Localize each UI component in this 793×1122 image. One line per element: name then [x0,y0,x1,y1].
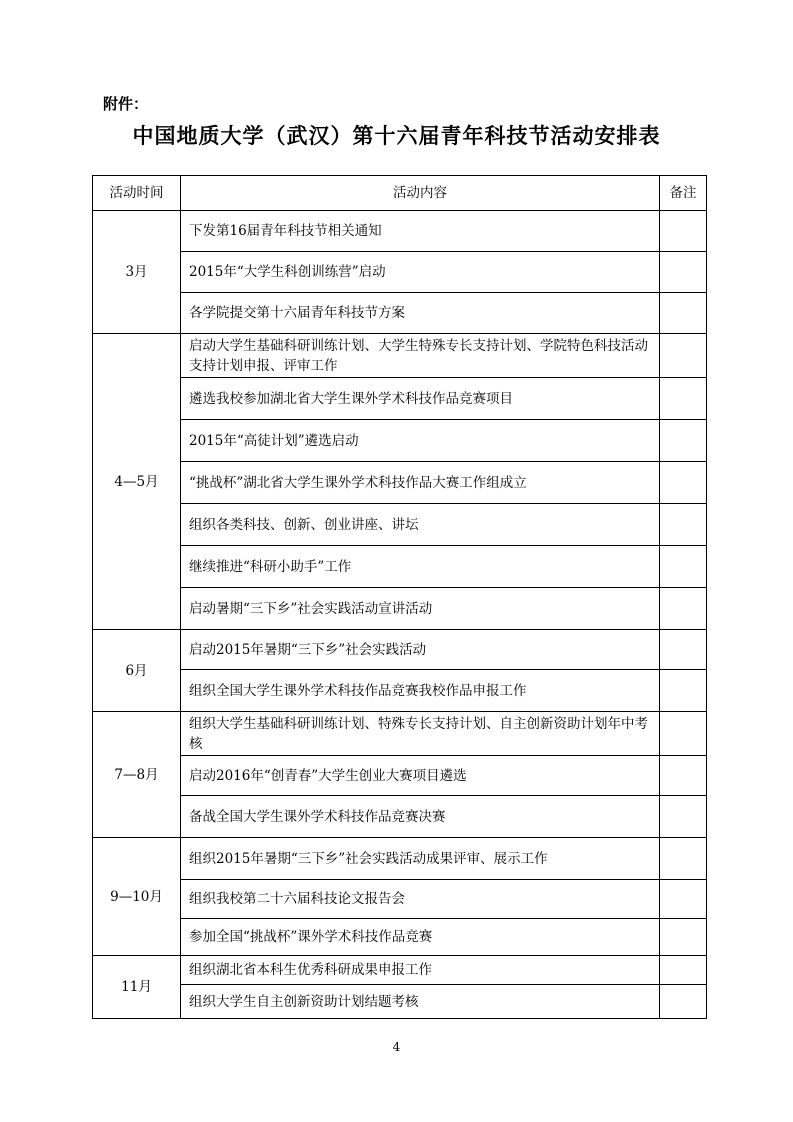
table-row [93,211,707,252]
content-cell: 备战全国大学生课外学术科技作品竞赛决赛 [181,796,660,838]
content-cell: 2015年“高徒计划”遴选启动 [181,420,660,462]
table-row [93,462,707,504]
remarks-cell [660,756,707,796]
remarks-cell [660,252,707,293]
remarks-cell [660,588,707,630]
remarks-cell [660,670,707,712]
remarks-cell [660,420,707,462]
table-row [93,796,707,838]
remarks-cell [660,880,707,919]
table-row [93,546,707,588]
remarks-cell [660,546,707,588]
time-cell-nov: 11月 [93,956,181,1019]
table-row [93,712,707,756]
content-cell: “挑战杯”湖北省大学生课外学术科技作品大赛工作组成立 [181,462,660,504]
table-row [93,919,707,956]
table-row [93,670,707,712]
table-row [93,880,707,919]
remarks-cell [660,378,707,420]
content-cell: 继续推进“科研小助手”工作 [181,546,660,588]
table-row [93,420,707,462]
remarks-cell [660,462,707,504]
remarks-cell [660,211,707,252]
header-remarks: 备注 [660,176,707,211]
remarks-cell [660,985,707,1019]
content-cell: 启动大学生基础科研训练计划、大学生特殊专长支持计划、学院特色科技活动支持计划申报、评审工作 [181,334,660,378]
content-cell: 遴选我校参加湖北省大学生课外学术科技作品竞赛项目 [181,378,660,420]
content-cell: 各学院提交第十六届青年科技节方案 [181,293,660,334]
table-row [93,956,707,985]
content-cell: 组织大学生自主创新资助计划结题考核 [181,985,660,1019]
table-row [93,252,707,293]
remarks-cell [660,293,707,334]
table-row [93,756,707,796]
table-row [93,504,707,546]
time-cell-jul-aug: 7—8月 [93,712,181,838]
time-cell-apr-may: 4—5月 [93,334,181,630]
content-cell: 组织大学生基础科研训练计划、特殊专长支持计划、自主创新资助计划年中考核 [181,712,660,756]
time-cell-sep-oct: 9—10月 [93,838,181,956]
content-cell: 启动暑期“三下乡”社会实践活动宣讲活动 [181,588,660,630]
time-cell-mar: 3月 [93,211,181,334]
table-row [93,838,707,880]
table-row [93,588,707,630]
content-cell: 启动2016年“创青春”大学生创业大赛项目遴选 [181,756,660,796]
header-activity-time: 活动时间 [93,176,181,211]
remarks-cell [660,712,707,756]
header-activity-content: 活动内容 [181,176,660,211]
table-row [93,293,707,334]
page-number: 4 [392,1040,401,1054]
content-cell: 启动2015年暑期“三下乡”社会实践活动 [181,630,660,670]
content-cell: 组织全国大学生课外学术科技作品竞赛我校作品申报工作 [181,670,660,712]
activity-schedule-table [92,175,707,1019]
remarks-cell [660,630,707,670]
remarks-cell [660,919,707,956]
table-header-row [93,176,707,211]
table-row [93,378,707,420]
content-cell: 下发第16届青年科技节相关通知 [181,211,660,252]
content-cell: 参加全国“挑战杯”课外学术科技作品竞赛 [181,919,660,956]
table-row [93,630,707,670]
table-row [93,985,707,1019]
remarks-cell [660,838,707,880]
remarks-cell [660,796,707,838]
content-cell: 组织各类科技、创新、创业讲座、讲坛 [181,504,660,546]
content-cell: 组织2015年暑期“三下乡”社会实践活动成果评审、展示工作 [181,838,660,880]
content-cell: 组织湖北省本科生优秀科研成果申报工作 [181,956,660,985]
remarks-cell [660,504,707,546]
content-cell: 2015年“大学生科创训练营”启动 [181,252,660,293]
remarks-cell [660,334,707,378]
table-row [93,334,707,378]
document-title: 中国地质大学（武汉）第十六届青年科技节活动安排表 [132,124,661,148]
remarks-cell [660,956,707,985]
attachment-label: 附件： [103,95,149,113]
content-cell: 组织我校第二十六届科技论文报告会 [181,880,660,919]
time-cell-jun: 6月 [93,630,181,712]
